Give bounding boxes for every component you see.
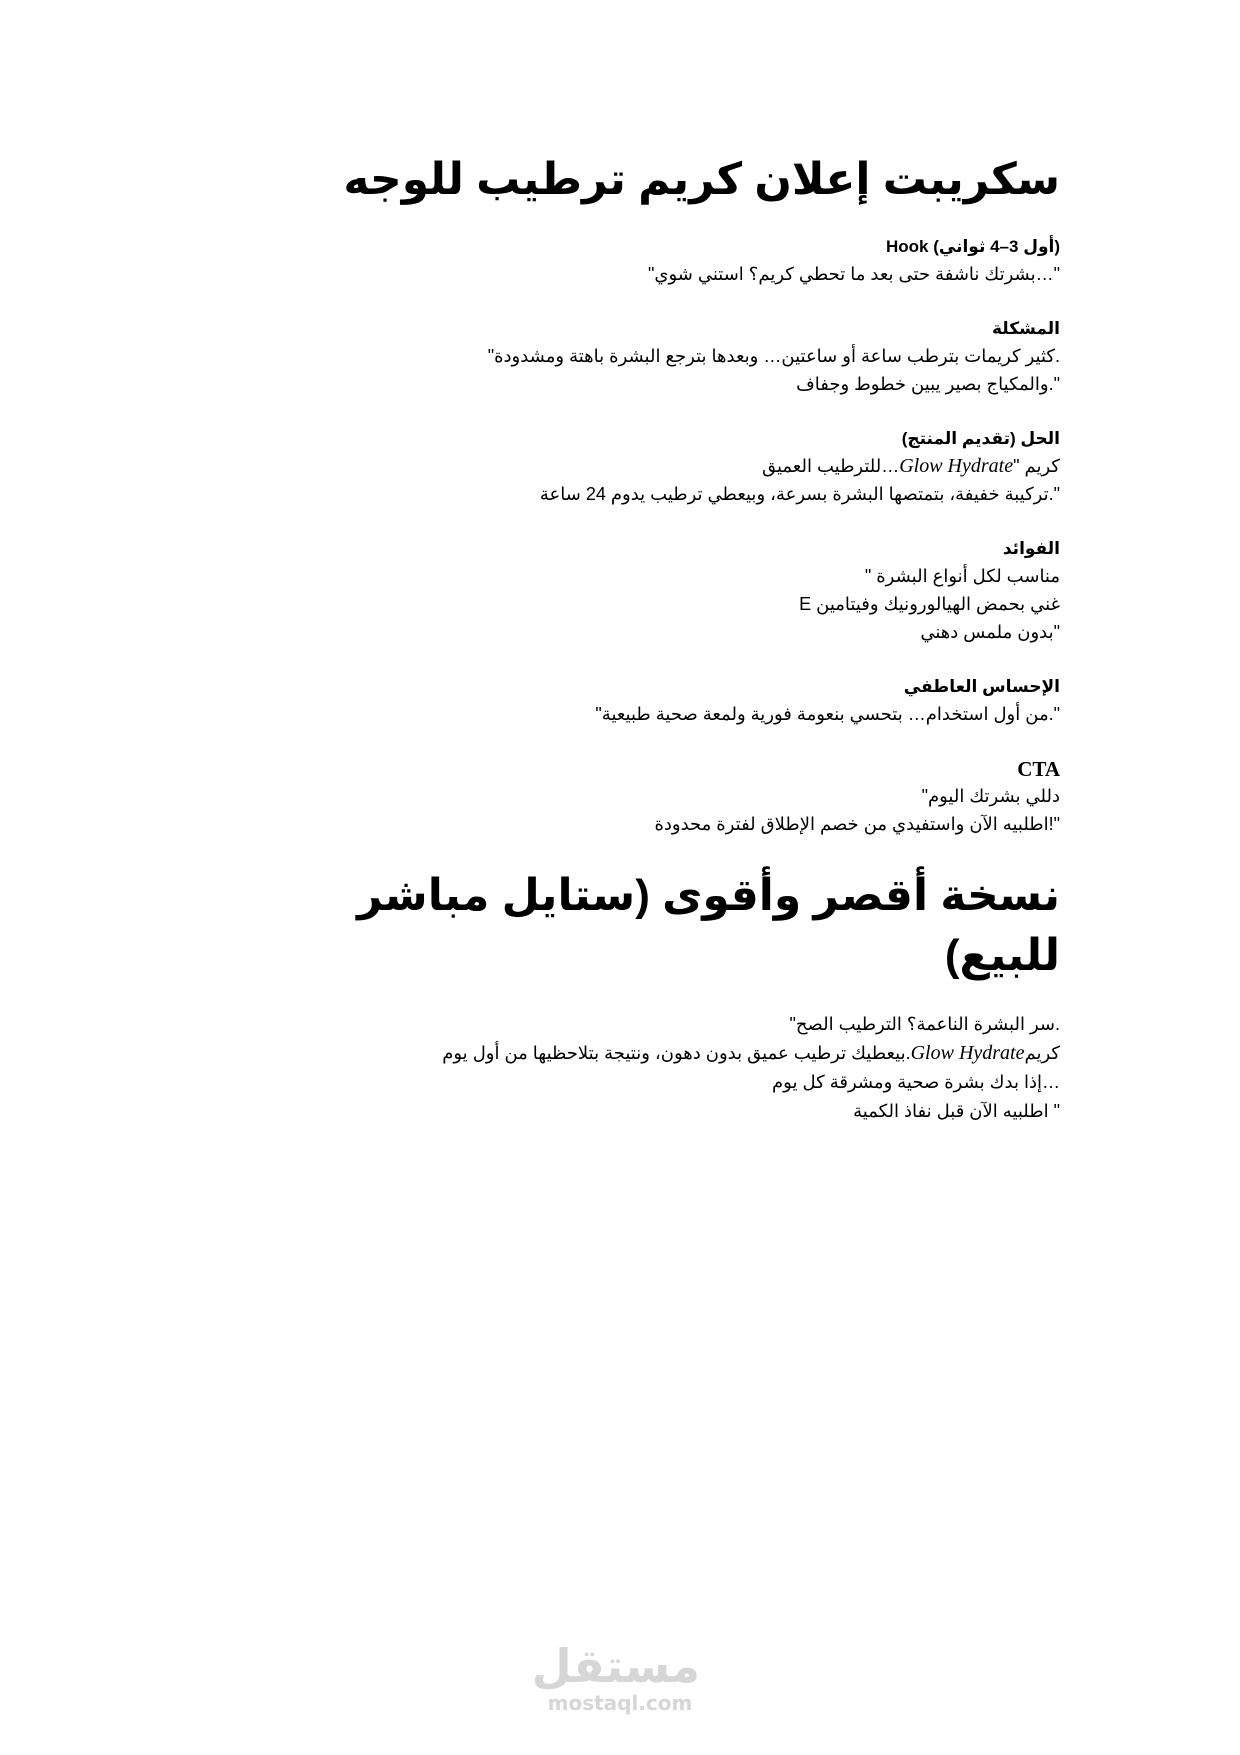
cta-line-2: "!اطلبيه الآن واستفيدي من خصم الإطلاق لفترة محدودة <box>654 814 1060 834</box>
section-hook <box>240 234 1060 288</box>
section-heading-solution: الحل (تقديم المنتج) <box>901 429 1060 448</box>
watermark-arabic: مستقل <box>531 1639 700 1693</box>
section-solution <box>240 426 1060 508</box>
section-problem <box>240 316 1060 398</box>
short-product-name: Glow Hydrate <box>910 1042 1025 1064</box>
section-heading-hook: (أول 3–4 ثواني) Hook <box>886 237 1060 256</box>
benefits-line-3: "بدون ملمس دهني <box>920 622 1060 642</box>
cta-line-1: دللي بشرتك اليوم" <box>921 786 1060 806</box>
short-line-1: .سر البشرة الناعمة؟ الترطيب الصح" <box>789 1014 1060 1034</box>
problem-line-1: .كثير كريمات بترطب ساعة أو ساعتين… وبعدها بترجع البشرة باهتة ومشدودة" <box>487 346 1060 366</box>
section-heading-cta: CTA <box>1017 757 1060 781</box>
short-line-2 <box>240 1039 1060 1068</box>
mostaql-watermark <box>531 1639 700 1715</box>
emotion-line: ".من أول استخدام… بتحسي بنعومة فورية ولمعة صحية طبيعية" <box>595 704 1060 724</box>
section-short-version <box>240 1010 1060 1126</box>
solution-line-1-text: …للترطيب العميق <box>761 456 900 476</box>
watermark-latin: mostaql.com <box>547 1691 693 1715</box>
section-benefits <box>240 536 1060 646</box>
document-content <box>240 150 1060 1154</box>
short-product-prefix: كريم <box>1024 1043 1060 1063</box>
short-line-3: …إذا بدك بشرة صحية ومشرقة كل يوم <box>772 1072 1060 1092</box>
solution-line-1 <box>240 452 1060 480</box>
section-emotion <box>240 674 1060 728</box>
short-version-title: نسخة أقصر وأقوى (ستايل مباشر للبيع) <box>357 871 1060 980</box>
section-heading-problem: المشكلة <box>991 319 1060 338</box>
section-heading-benefits: الفوائد <box>1002 539 1060 558</box>
document-title: سكريبت إعلان كريم ترطيب للوجه <box>343 155 1060 204</box>
section-heading-emotion: الإحساس العاطفي <box>903 677 1060 696</box>
hook-line: "…بشرتك ناشفة حتى بعد ما تحطي كريم؟ استني شوي" <box>648 264 1060 284</box>
solution-product-name: Glow Hydrate <box>899 455 1014 477</box>
benefits-line-1: مناسب لكل أنواع البشرة " <box>864 566 1060 586</box>
short-line-2-text: .بيعطيك ترطيب عميق بدون دهون، ونتيجة بتلاحظيها من أول يوم <box>442 1043 911 1063</box>
section-cta <box>240 756 1060 838</box>
solution-line-2: ".تركيبة خفيفة، بتمتصها البشرة بسرعة، وبيعطي ترطيب يدوم 24 ساعة <box>539 484 1060 504</box>
solution-product-prefix: كريم " <box>1013 456 1060 476</box>
short-line-4: " اطلبيه الآن قبل نفاذ الكمية <box>853 1101 1060 1121</box>
benefits-line-2: غني بحمض الهيالورونيك وفيتامين E <box>799 594 1060 614</box>
problem-line-2: ".والمكياج بصير يبين خطوط وجفاف <box>796 374 1060 394</box>
